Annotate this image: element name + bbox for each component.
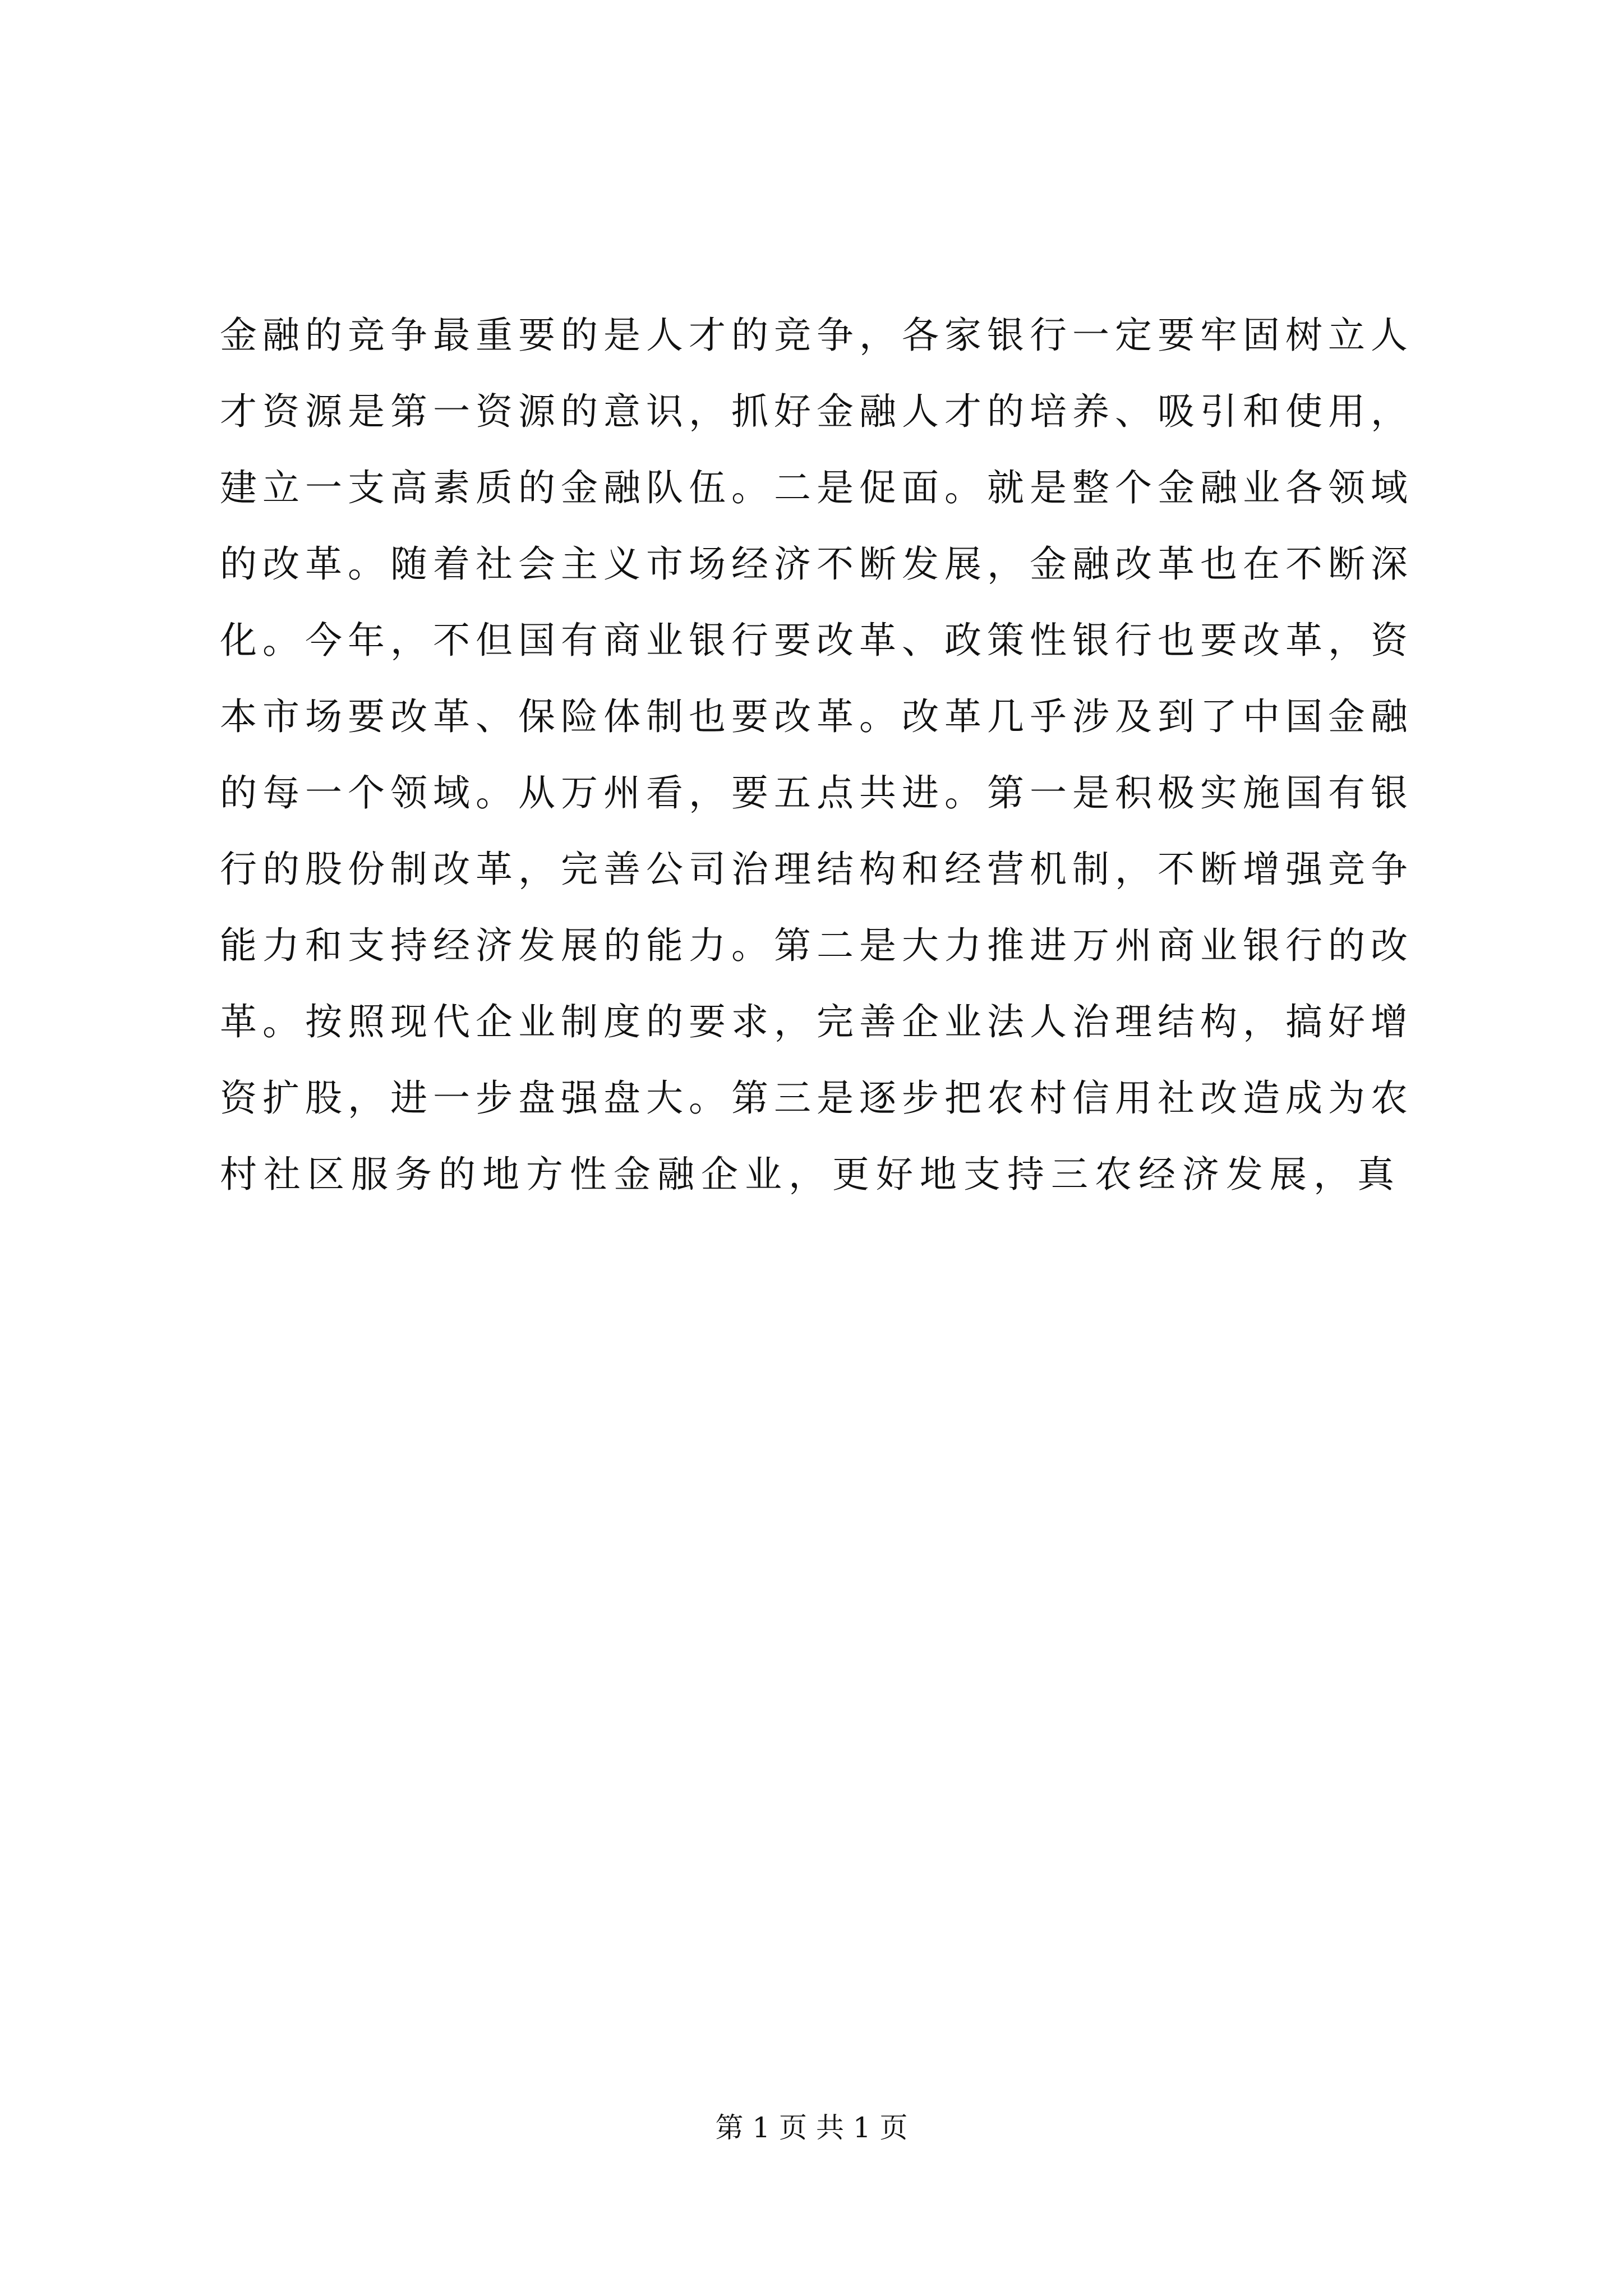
text-line: 资扩股，进一步盘强盘大。第三是逐步把农村信用社改造成为农 <box>220 1076 1409 1120</box>
text-line: 才资源是第一资源的意识，抓好金融人才的培养、吸引和使用， <box>220 390 1409 433</box>
page-number-footer: 第 1 页 共 1 页 <box>715 2111 908 2144</box>
text-line: 的改革。随着社会主义市场经济不断发展，金融改革也在不断深 <box>220 542 1409 586</box>
text-line: 能力和支持经济发展的能力。第二是大力推进万州商业银行的改 <box>220 924 1409 967</box>
text-line: 金融的竞争最重要的是人才的竞争，各家银行一定要牢固树立人 <box>220 314 1409 357</box>
text-line: 行的股份制改革，完善公司治理结构和经营机制，不断增强竞争 <box>220 848 1409 891</box>
text-line: 本市场要改革、保险体制也要改革。改革几乎涉及到了中国金融 <box>220 695 1409 738</box>
text-line: 革。按照现代企业制度的要求，完善企业法人治理结构，搞好增 <box>220 1000 1409 1043</box>
body-paragraph <box>220 297 1409 1213</box>
text-line: 化。今年，不但国有商业银行要改革、政策性银行也要改革，资 <box>220 619 1409 662</box>
text-line: 的每一个领域。从万州看，要五点共进。第一是积极实施国有银 <box>220 771 1409 815</box>
text-line: 建立一支高素质的金融队伍。二是促面。就是整个金融业各领域 <box>220 466 1409 509</box>
text-line: 村社区服务的地方性金融企业，更好地支持三农经济发展，真 <box>220 1153 1401 1196</box>
